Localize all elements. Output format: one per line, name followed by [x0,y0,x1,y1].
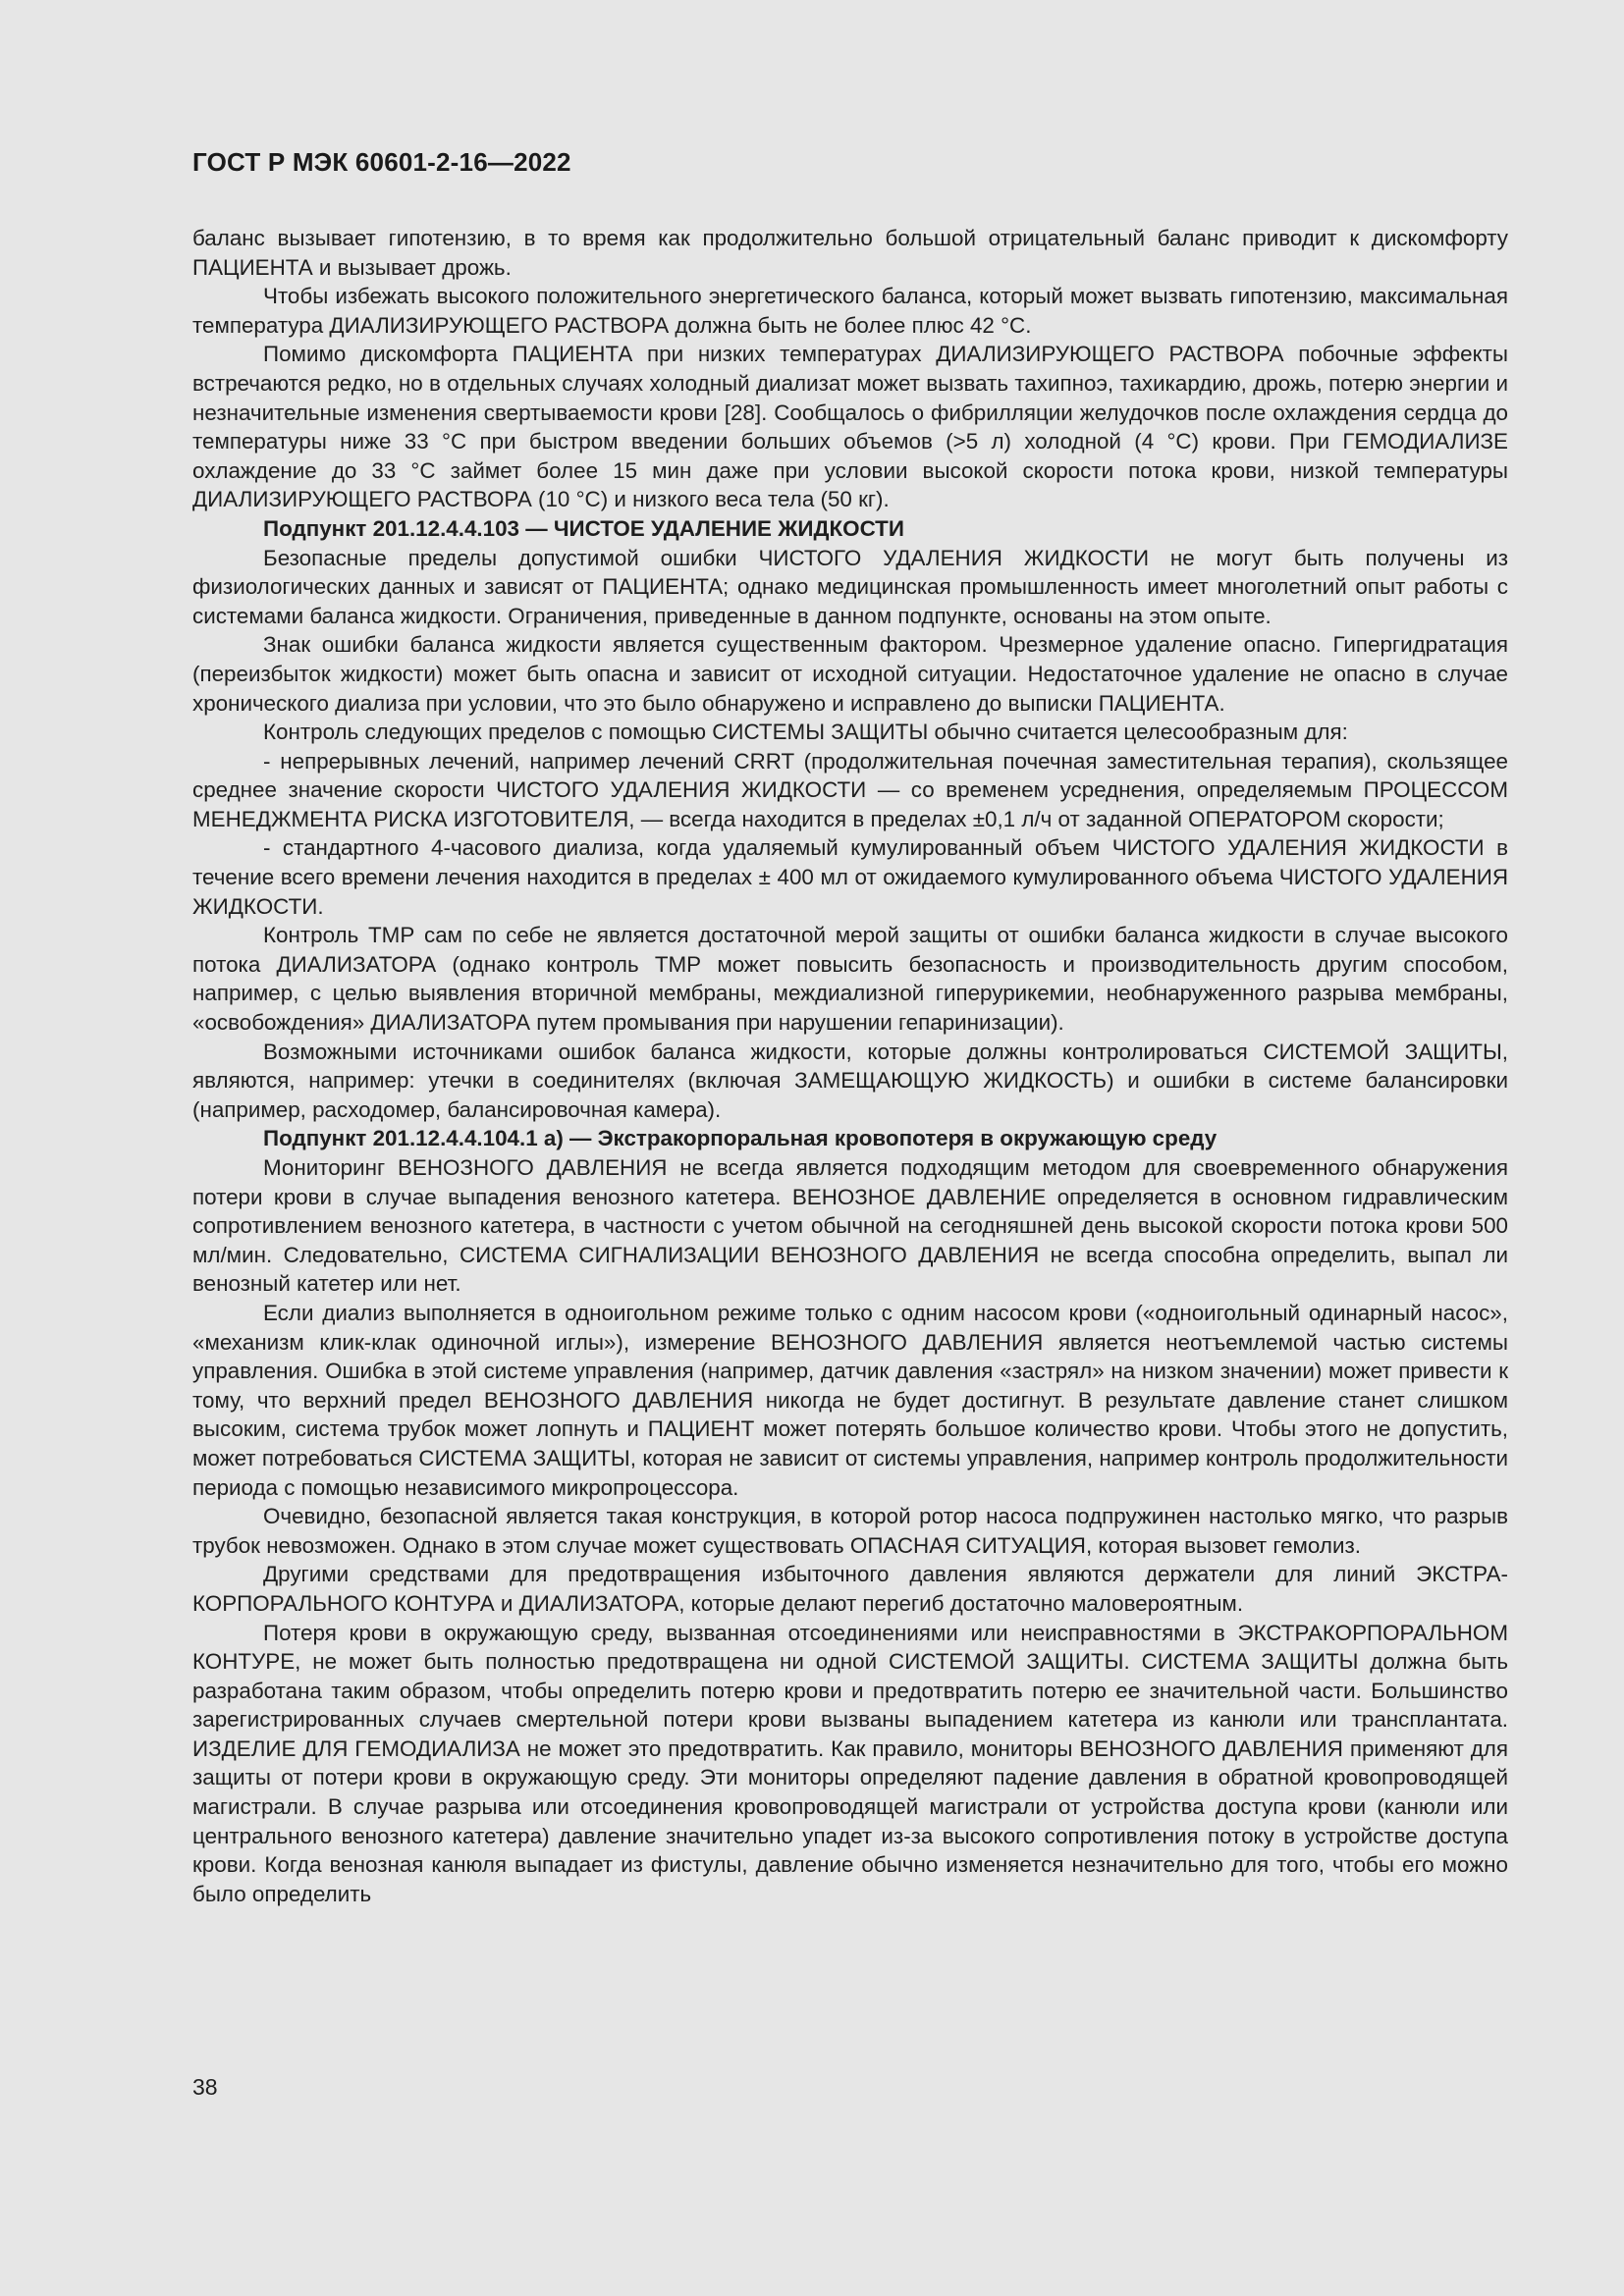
list-item: - непрерывных лечений, например лечений CRRT (продолжительная почечная заместительная терапия), скользящее среднее значение скорости ЧИСТОГО УДАЛЕНИЯ ЖИДКОСТИ — со временем усреднения, определяемым ПРОЦЕССОМ МЕНЕДЖМЕНТА РИСКА ИЗГОТОВИТЕЛЯ, — всегда находится в пределах ±0,1 л/ч от заданной ОПЕРАТОРОМ скорости; [192,748,1508,831]
paragraph: баланс вызывает гипотензию, в то время как продолжительно большой отрицательный баланс приводит к дискомфорту ПАЦИЕНТА и вызывает дрожь. [192,226,1508,280]
paragraph: Очевидно, безопасной является такая конструкция, в которой ротор насоса подпружинен настолько мягко, что разрыв трубок невозможен. Однако в этом случае может существовать ОПАСНАЯ СИТУАЦИЯ, которая вызовет гемолиз. [192,1504,1508,1558]
page-number: 38 [192,2074,218,2100]
paragraph: Безопасные пределы допустимой ошибки ЧИСТОГО УДАЛЕНИЯ ЖИДКОСТИ не могут быть получены из физиологических данных и зависят от ПАЦИЕНТА; однако медицинская промышленность имеет многолетний опыт работы с системами баланса жидкости. Ограничения, приведенные в данном подпункте, основаны на этом опыте. [192,545,1508,628]
list-item: - стандартного 4-часового диализа, когда удаляемый кумулированный объем ЧИСТОГО УДАЛЕНИЯ ЖИДКОСТИ в течение всего времени лечения находится в пределах ± 400 мл от ожидаемого кумулированного объема ЧИСТОГО УДАЛЕНИЯ ЖИДКОСТИ. [192,835,1508,919]
body-text [192,224,1508,1908]
paragraph: Возможными источниками ошибок баланса жидкости, которые должны контролироваться СИСТЕМОЙ ЗАЩИТЫ, являются, например: утечки в соединителях (включая ЗАМЕЩАЮЩУЮ ЖИДКОСТЬ) и ошибки в системе балансировки (например, расходомер, балансировочная камера). [192,1039,1508,1122]
paragraph: Потеря крови в окружающую среду, вызванная отсоединениями или неисправностями в ЭКСТРАКОРПОРАЛЬНОМ КОНТУРЕ, не может быть полностью предотвращена ни одной СИСТЕМОЙ ЗАЩИТЫ. СИСТЕМА ЗАЩИТЫ должна быть разработана таким образом, чтобы определить потерю крови и предотвратить потерю ее значительной части. Большинство зарегистрированных случаев смертельной потери крови вызваны выпадением катетера из канюли или трансплантата. ИЗДЕЛИЕ ДЛЯ ГЕМОДИАЛИЗА не может это предотвратить. Как правило, мониторы ВЕНОЗНОГО ДАВЛЕНИЯ применяют для защиты от потери крови в окружающую среду. Эти мониторы определяют падение давления в обратной кровопроводящей магистрали. В случае разрыва или отсоединения кровопроводящей магистрали от устройства доступа крови (канюли или центрального венозного катетера) давление значительно упадет из-за высокого сопротивления потоку в устройстве доступа крови. Когда венозная канюля выпадает из фистулы, давление обычно изменяется незначительно для того, чтобы его можно было определить [192,1620,1508,1906]
paragraph: Помимо дискомфорта ПАЦИЕНТА при низких температурах ДИАЛИЗИРУЮЩЕГО РАСТВОРА побочные эффекты встречаются редко, но в отдельных случаях холодный диализат может вызвать тахипноэ, тахикардию, дрожь, потерю энергии и незначительные изменения свертываемости крови [28]. Сообщалось о фибрилляции желудочков после охлаждения сердца до температуры ниже 33 °С при быстром введении больших объемов (>5 л) холодной (4 °С) крови. При ГЕМОДИАЛИЗЕ охлаждение до 33 °С займет более 15 мин даже при условии высокой скорости потока крови, низкой температуры ДИАЛИЗИРУЮЩЕГО РАСТВОРА (10 °С) и низкого веса тела (50 кг). [192,342,1508,512]
subsection-heading: Подпункт 201.12.4.4.103 — ЧИСТОЕ УДАЛЕНИЕ ЖИДКОСТИ [263,515,904,541]
paragraph: Знак ошибки баланса жидкости является существенным фактором. Чрезмерное удаление опасно. Гипергидратация (переизбыток жидкости) может быть опасна и зависит от исходной ситуации. Недостаточное удаление не опасно в случае хронического диализа при условии, что это было обнаружено и исправлено до выписки ПАЦИЕНТА. [192,632,1508,716]
subsection-heading: Подпункт 201.12.4.4.104.1 а) — Экстракорпоральная кровопотеря в окружающую среду [263,1126,1218,1151]
paragraph: Если диализ выполняется в одноигольном режиме только с одним насосом крови («одноигольный одинарный насос», «механизм клик-клак одиночной иглы»), измерение ВЕНОЗНОГО ДАВЛЕНИЯ является неотъемлемой частью системы управления. Ошибка в этой системе управления (например, датчик давления «застрял» на низком значении) может привести к тому, что верхний предел ВЕНОЗНОГО ДАВЛЕНИЯ никогда не будет достигнут. В результате давление станет слишком высоким, система трубок может лопнуть и ПАЦИЕНТ может потерять большое количество крови. Чтобы этого не допустить, может потребоваться СИСТЕМА ЗАЩИТЫ, которая не зависит от системы управления, например контроль продолжительности периода с помощью независимого микропроцессора. [192,1300,1508,1500]
document-header: ГОСТ Р МЭК 60601-2-16—2022 [192,147,571,177]
paragraph: Чтобы избежать высокого положительного энергетического баланса, который может вызвать гипотензию, максимальная температура ДИАЛИЗИРУЮЩЕГО РАСТВОРА должна быть не более плюс 42 °С. [192,284,1508,338]
paragraph: Другими средствами для предотвращения избыточного давления являются держатели для линий ЭКСТРАКОРПОРАЛЬНОГО КОНТУРА и ДИАЛИЗАТОРА, которые делают перегиб достаточно маловероятным. [192,1562,1508,1616]
paragraph: Контроль следующих пределов с помощью СИСТЕМЫ ЗАЩИТЫ обычно считается целесообразным для: [263,720,1348,745]
paragraph: Контроль ТМР сам по себе не является достаточной мерой защиты от ошибки баланса жидкости в случае высокого потока ДИАЛИЗАТОРА (однако контроль ТМР может повысить безопасность и производительность другим способом, например, с целью выявления вторичной мембраны, междиализной гиперурикемии, необнаруженного разрыва мембраны, «освобождения» ДИАЛИЗАТОРА путем промывания при нарушении гепаринизации). [192,923,1508,1036]
paragraph: Мониторинг ВЕНОЗНОГО ДАВЛЕНИЯ не всегда является подходящим методом для своевременного обнаружения потери крови в случае выпадения венозного катетера. ВЕНОЗНОЕ ДАВЛЕНИЕ определяется в основном гидравлическим сопротивлением венозного катетера, в частности с учетом обычной на сегодняшней день высокой скорости потока крови 500 мл/мин. Следовательно, СИСТЕМА СИГНАЛИЗАЦИИ ВЕНОЗНОГО ДАВЛЕНИЯ не всегда способна определить, выпал ли венозный катетер или нет. [192,1155,1508,1297]
